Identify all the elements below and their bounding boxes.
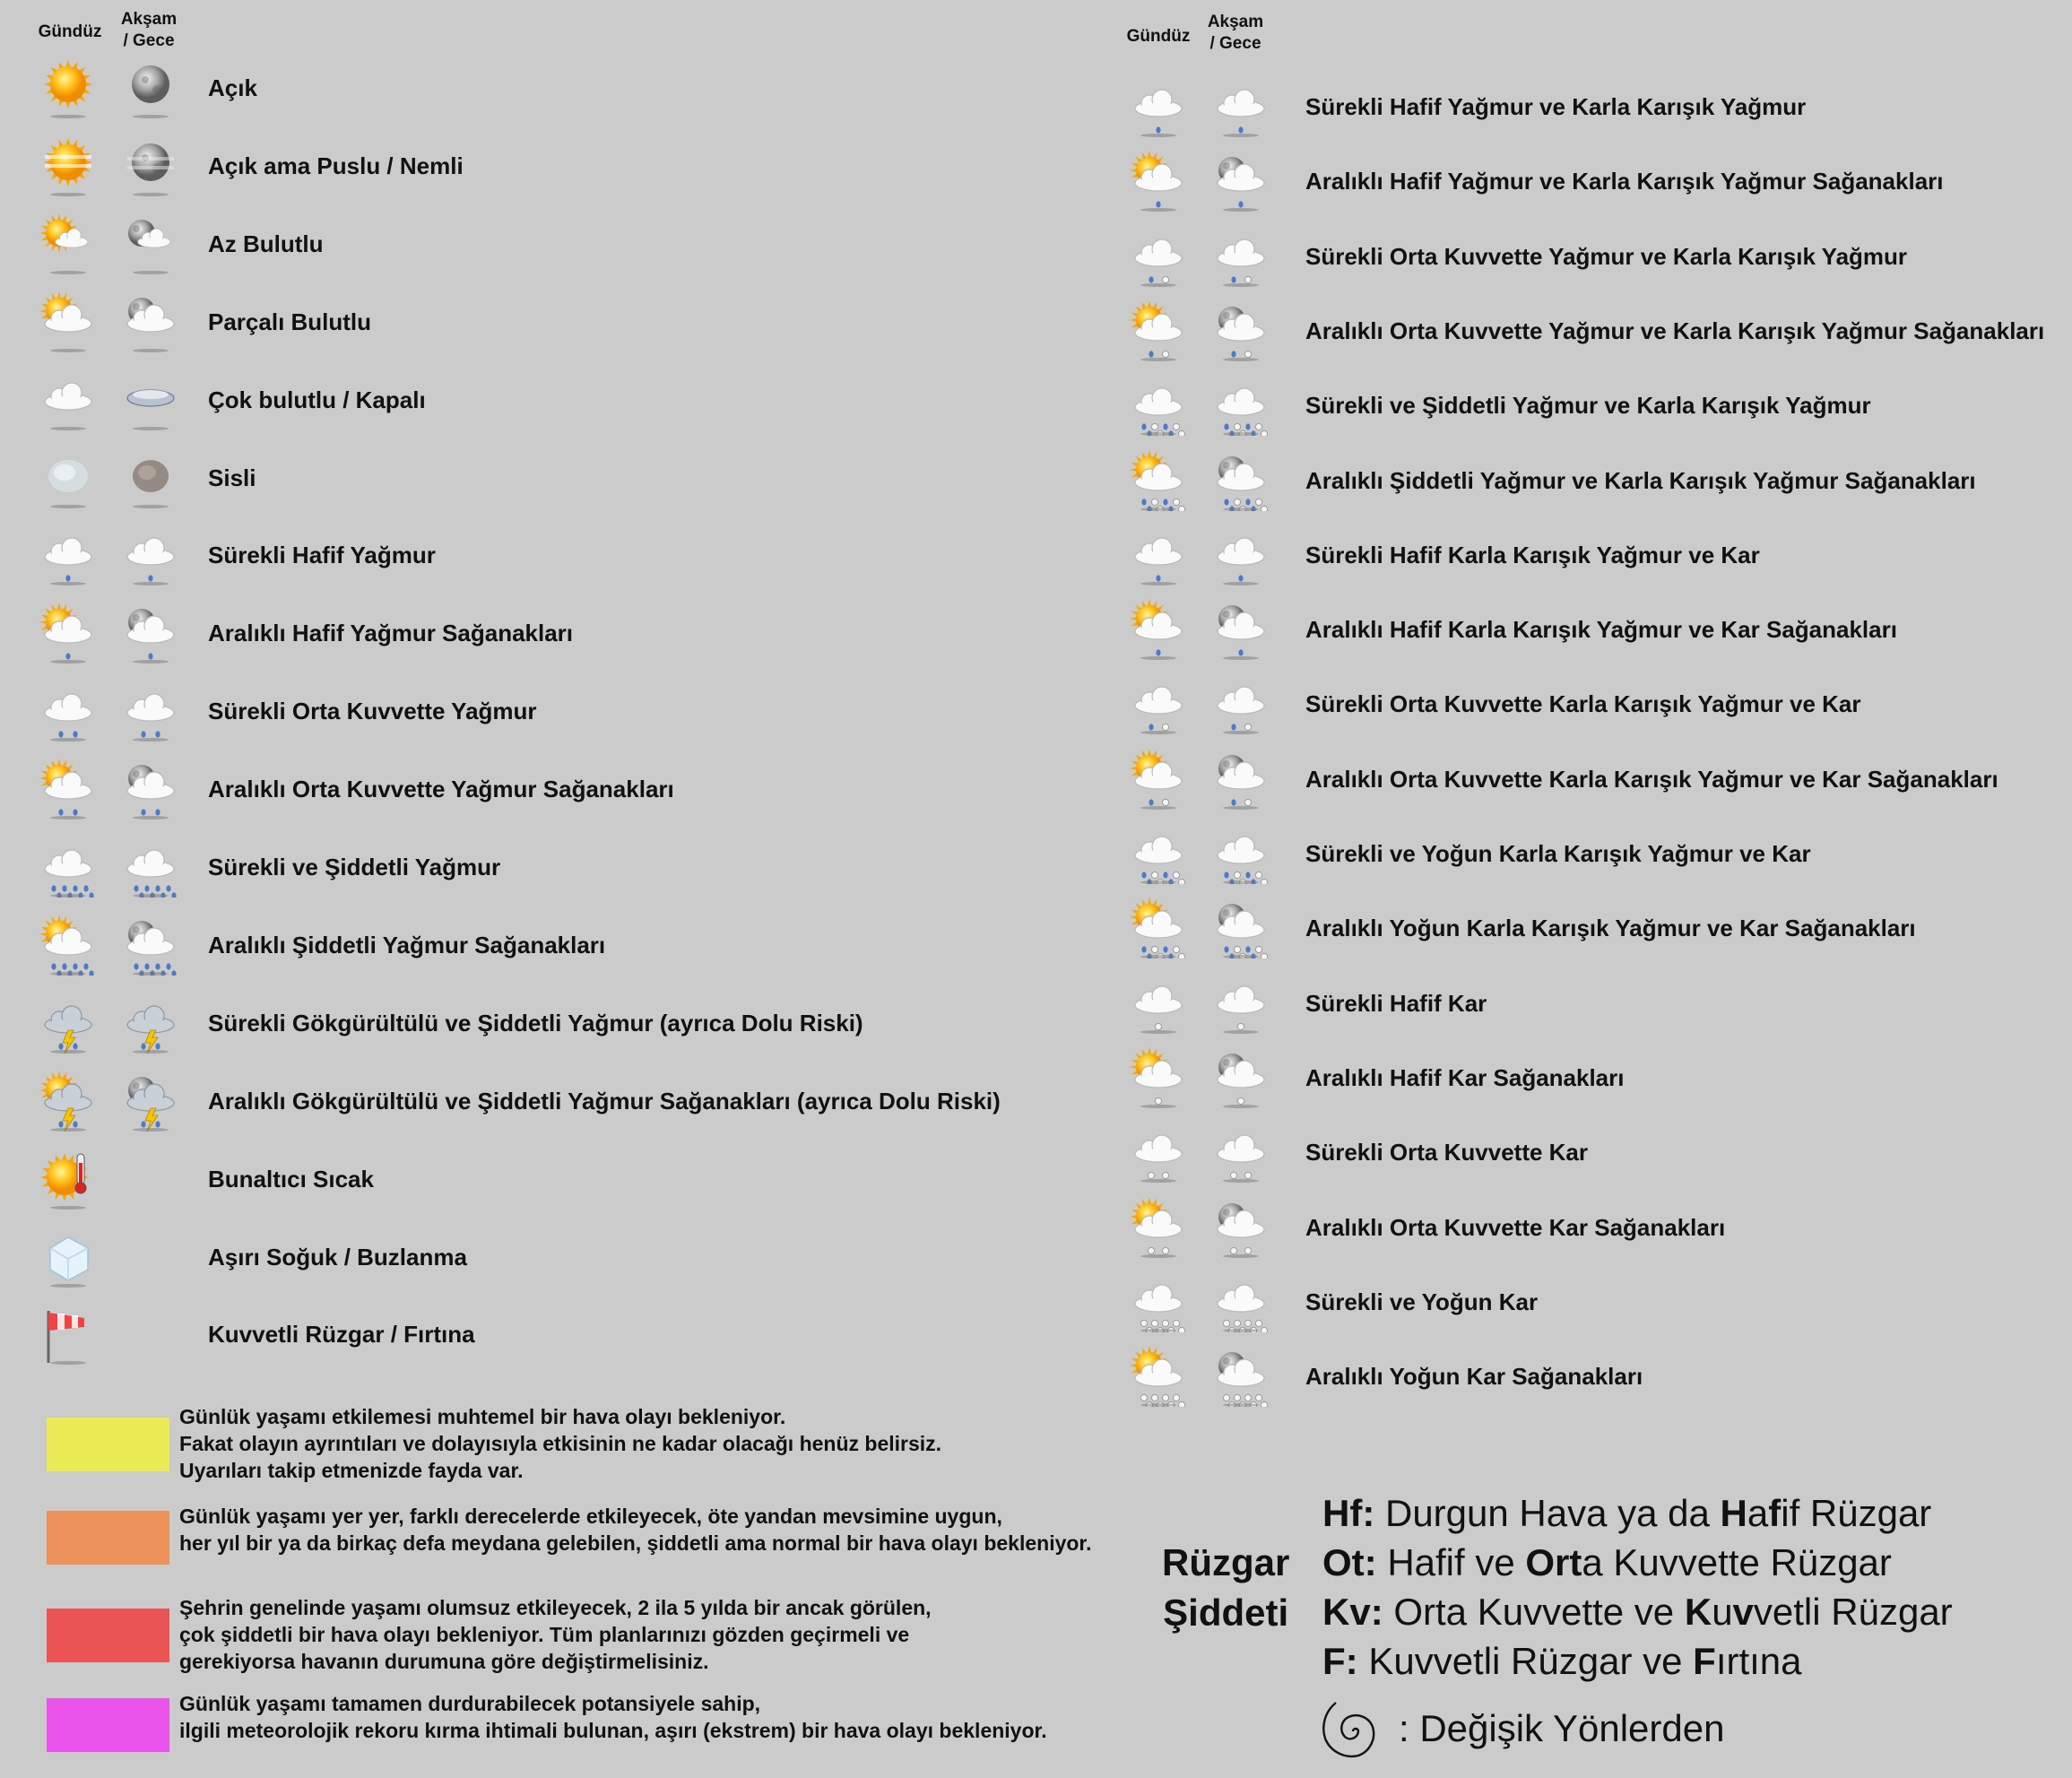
wind-code: Ot: bbox=[1322, 1541, 1377, 1583]
wind-text-part: Ort bbox=[1525, 1541, 1582, 1583]
wind-text-part: a Kuvvette Rüzgar bbox=[1582, 1541, 1892, 1583]
legend-label: Aşırı Soğuk / Buzlanma bbox=[208, 1243, 467, 1271]
legend-label: Aralıklı Orta Kuvvette Yağmur Sağanakları bbox=[208, 776, 674, 803]
severity-line: gerekiyorsa havanın durumuna göre değiştirmelisiniz. bbox=[179, 1650, 709, 1673]
severity-description bbox=[179, 1594, 932, 1675]
legend-label: Kuvvetli Rüzgar / Fırtına bbox=[208, 1321, 475, 1349]
legend-label: Bunaltıcı Sıcak bbox=[208, 1165, 374, 1193]
legend-label: Açık ama Puslu / Nemli bbox=[208, 152, 464, 179]
severity-color-swatch bbox=[47, 1511, 169, 1565]
severity-description bbox=[179, 1503, 1092, 1557]
fog-icon bbox=[38, 447, 99, 508]
wind-text-part: K bbox=[1684, 1591, 1712, 1633]
wind-code: Hf: bbox=[1322, 1492, 1375, 1534]
legend-label: Sürekli Gökgürültülü ve Şiddetli Yağmur (ayrıca Dolu Riski) bbox=[208, 1009, 863, 1036]
wind-text-part: H bbox=[1720, 1492, 1747, 1534]
heavy-sleet-snow-icon bbox=[1210, 823, 1271, 884]
moderate-rain-icon bbox=[120, 681, 181, 742]
moon-moderate-sleet-icon bbox=[1210, 300, 1271, 361]
moon-heavy-sleet-snow-icon bbox=[1210, 898, 1271, 958]
light-sleet-icon bbox=[1210, 76, 1271, 137]
wind-text-part: Durgun Hava ya da bbox=[1374, 1492, 1721, 1534]
moon-light-sleet-icon bbox=[1210, 151, 1271, 212]
wind-code: F: bbox=[1322, 1640, 1358, 1682]
night-header-line2: / Gece bbox=[1209, 34, 1261, 53]
heavy-sleet-snow-icon bbox=[1128, 823, 1189, 884]
moon-light-rain-icon bbox=[120, 603, 181, 663]
ice-cube-icon bbox=[38, 1227, 99, 1288]
light-rain-icon bbox=[38, 525, 99, 585]
legend-label: Sürekli Hafif Karla Karışık Yağmur ve Kar bbox=[1305, 541, 1760, 568]
light-rain-icon bbox=[120, 525, 181, 585]
sun-moderate-sleet-snow-icon bbox=[1128, 749, 1189, 810]
wind-text-part: f bbox=[1768, 1492, 1782, 1534]
severity-color-swatch bbox=[47, 1418, 169, 1471]
wind-text-part: F bbox=[1693, 1640, 1716, 1682]
sun-thunderstorm-icon bbox=[38, 1071, 99, 1132]
legend-label: Aralıklı Hafif Kar Sağanakları bbox=[1305, 1063, 1625, 1091]
legend-label: Sürekli Hafif Yağmur bbox=[208, 542, 436, 569]
legend-label: Az Bulutlu bbox=[208, 230, 324, 257]
legend-label: Sisli bbox=[208, 464, 256, 491]
hazy-moon-icon bbox=[120, 135, 181, 196]
sun-heavy-sleet-snow-icon bbox=[1128, 898, 1189, 958]
severity-color-swatch bbox=[47, 1609, 169, 1662]
legend-label: Sürekli Hafif Yağmur ve Karla Karışık Yağmur bbox=[1305, 93, 1807, 120]
moon-light-sleet-snow-icon bbox=[1210, 599, 1271, 660]
night-header-line2: / Gece bbox=[123, 31, 175, 50]
wind-text-part: v bbox=[1732, 1591, 1754, 1633]
thunderstorm-icon bbox=[38, 993, 99, 1054]
severity-line: Günlük yaşamı tamamen durdurabilecek potansiyele sahip, bbox=[179, 1692, 761, 1715]
wind-title-line2: Şiddeti bbox=[1163, 1592, 1289, 1634]
right-night-header bbox=[1200, 12, 1271, 55]
sun-moderate-rain-icon bbox=[38, 759, 99, 820]
wind-text-part: u bbox=[1712, 1591, 1733, 1633]
hot-thermometer-icon bbox=[38, 1149, 99, 1210]
thunderstorm-icon bbox=[120, 993, 181, 1054]
legend-label: Aralıklı Şiddetli Yağmur ve Karla Karışık Yağmur Sağanakları bbox=[1305, 466, 1976, 494]
light-sleet-icon bbox=[1128, 76, 1189, 137]
wind-text-part: if Rüzgar bbox=[1781, 1492, 1932, 1534]
moon-moderate-snow-icon bbox=[1210, 1197, 1271, 1258]
legend-label: Aralıklı Şiddetli Yağmur Sağanakları bbox=[208, 931, 606, 958]
moderate-snow-icon bbox=[1128, 1122, 1189, 1183]
severity-line: çok şiddetli bir hava olayı bekleniyor. Tüm planlarınızı gözden geçirmeli ve bbox=[179, 1623, 910, 1646]
moon-small-cloud-icon bbox=[120, 213, 181, 274]
legend-label: Sürekli ve Şiddetli Yağmur bbox=[208, 854, 501, 880]
legend-label: Sürekli ve Şiddetli Yağmur ve Karla Karışık Yağmur bbox=[1305, 392, 1871, 420]
moon-heavy-snow-icon bbox=[1210, 1346, 1271, 1407]
legend-label: Sürekli ve Yoğun Karla Karışık Yağmur ve Kar bbox=[1305, 840, 1811, 867]
right-day-header: Gündüz bbox=[1126, 27, 1191, 46]
legend-label: Parçalı Bulutlu bbox=[208, 308, 372, 335]
sun-light-snow-icon bbox=[1128, 1047, 1189, 1108]
severity-line: Günlük yaşamı yer yer, farklı derecelerde etkileyecek, öte yandan mevsimine uygun, bbox=[179, 1505, 1002, 1528]
legend-label: Aralıklı Orta Kuvvette Yağmur ve Karla Karışık Yağmur Sağanakları bbox=[1305, 317, 2045, 344]
severity-description bbox=[179, 1690, 1047, 1744]
night-header-line1: Akşam bbox=[1207, 13, 1264, 31]
sun-moderate-snow-icon bbox=[1128, 1197, 1189, 1258]
severity-line: Günlük yaşamı etkilemesi muhtemel bir hava olayı bekleniyor. bbox=[179, 1405, 786, 1428]
wind-row bbox=[1322, 1538, 1892, 1587]
sun-light-rain-icon bbox=[38, 603, 99, 663]
moderate-rain-icon bbox=[38, 681, 99, 742]
left-night-header bbox=[113, 9, 185, 52]
wind-severity-title bbox=[1162, 1538, 1289, 1638]
wind-text-part: ırtına bbox=[1715, 1640, 1802, 1682]
moon-cloud-icon bbox=[120, 291, 181, 352]
moon-moderate-sleet-snow-icon bbox=[1210, 749, 1271, 810]
legend-label: Sürekli Orta Kuvvette Yağmur bbox=[208, 698, 537, 725]
severity-color-swatch bbox=[47, 1698, 169, 1752]
moon-light-snow-icon bbox=[1210, 1047, 1271, 1108]
moderate-sleet-icon bbox=[1128, 226, 1189, 287]
wind-text-part: Hafif ve bbox=[1376, 1541, 1526, 1583]
sun-heavy-snow-icon bbox=[1128, 1346, 1189, 1407]
sun-icon bbox=[38, 57, 99, 118]
severity-line: Uyarıları takip etmenizde fayda var. bbox=[179, 1459, 524, 1482]
legend-label: Sürekli Orta Kuvvette Yağmur ve Karla Karışık Yağmur bbox=[1305, 242, 1908, 270]
moderate-sleet-snow-icon bbox=[1210, 673, 1271, 734]
moon-heavy-rain-icon bbox=[120, 915, 181, 976]
light-sleet-snow-icon bbox=[1128, 525, 1189, 585]
wind-row bbox=[1322, 1587, 1953, 1636]
left-day-header: Gündüz bbox=[38, 22, 102, 41]
legend-label: Aralıklı Yoğun Karla Karışık Yağmur ve Kar Sağanakları bbox=[1305, 915, 1916, 942]
sun-heavy-sleet-icon bbox=[1128, 450, 1189, 511]
moon-icon bbox=[120, 57, 181, 118]
heavy-rain-icon bbox=[120, 837, 181, 898]
wind-text-part: vetli Rüzgar bbox=[1753, 1591, 1953, 1633]
sun-light-sleet-icon bbox=[1128, 151, 1189, 212]
windsock-icon bbox=[38, 1304, 99, 1365]
sun-small-cloud-icon bbox=[38, 213, 99, 274]
heavy-sleet-icon bbox=[1210, 375, 1271, 436]
legend-label: Aralıklı Yoğun Kar Sağanakları bbox=[1305, 1363, 1643, 1391]
spiral-icon bbox=[1316, 1695, 1390, 1768]
moderate-snow-icon bbox=[1210, 1122, 1271, 1183]
sun-light-sleet-snow-icon bbox=[1128, 599, 1189, 660]
legend-label: Aralıklı Hafif Yağmur ve Karla Karışık Yağmur Sağanakları bbox=[1305, 168, 1944, 195]
hazy-sun-icon bbox=[38, 135, 99, 196]
night-fog-icon bbox=[120, 447, 181, 508]
moon-heavy-sleet-icon bbox=[1210, 450, 1271, 511]
moderate-sleet-snow-icon bbox=[1128, 673, 1189, 734]
legend-label: Sürekli Orta Kuvvette Kar bbox=[1305, 1139, 1589, 1167]
wind-row bbox=[1322, 1488, 1931, 1538]
severity-line: ilgili meteorolojik rekoru kırma ihtimali bulunan, aşırı (ekstrem) bir hava olayı bekleniyor. bbox=[179, 1719, 1047, 1742]
legend-label: Çok bulutlu / Kapalı bbox=[208, 386, 426, 413]
wind-text-part: Orta Kuvvette ve bbox=[1383, 1591, 1685, 1633]
sun-moderate-sleet-icon bbox=[1128, 300, 1189, 361]
legend-label: Aralıklı Hafif Yağmur Sağanakları bbox=[208, 620, 574, 647]
light-snow-icon bbox=[1128, 973, 1189, 1034]
wind-text-part: a bbox=[1747, 1492, 1769, 1534]
moderate-sleet-icon bbox=[1210, 226, 1271, 287]
severity-line: Şehrin genelinde yaşamı olumsuz etkileyecek, 2 ila 5 yılda bir ancak görülen, bbox=[179, 1596, 932, 1619]
legend-label: Aralıklı Orta Kuvvette Karla Karışık Yağmur ve Kar Sağanakları bbox=[1305, 765, 1998, 793]
variable-direction-text: : Değişik Yönlerden bbox=[1399, 1707, 1725, 1749]
heavy-rain-icon bbox=[38, 837, 99, 898]
dark-cloud-icon bbox=[120, 369, 181, 430]
moon-moderate-rain-icon bbox=[120, 759, 181, 820]
legend-label: Açık bbox=[208, 74, 257, 101]
severity-line: her yıl bir ya da birkaç defa meydana gelebilen, şiddetli ama normal bir hava olayı bekleniyor. bbox=[179, 1531, 1092, 1555]
cloud-icon bbox=[38, 369, 99, 430]
heavy-sleet-icon bbox=[1128, 375, 1189, 436]
wind-title-line1: Rüzgar bbox=[1162, 1541, 1290, 1583]
legend-label: Aralıklı Gökgürültülü ve Şiddetli Yağmur Sağanakları (ayrıca Dolu Riski) bbox=[208, 1087, 1001, 1115]
legend-label: Sürekli Hafif Kar bbox=[1305, 989, 1487, 1017]
heavy-snow-icon bbox=[1210, 1271, 1271, 1332]
night-header-line1: Akşam bbox=[120, 10, 178, 29]
sun-heavy-rain-icon bbox=[38, 915, 99, 976]
moon-thunderstorm-icon bbox=[120, 1071, 181, 1132]
sun-cloud-icon bbox=[38, 291, 99, 352]
legend-label: Aralıklı Hafif Karla Karışık Yağmur ve Kar Sağanakları bbox=[1305, 616, 1897, 644]
wind-row bbox=[1322, 1636, 1802, 1686]
light-snow-icon bbox=[1210, 973, 1271, 1034]
wind-code: Kv: bbox=[1322, 1591, 1383, 1633]
severity-line: Fakat olayın ayrıntıları ve dolayısıyla etkisinin ne kadar olacağı henüz belirsiz. bbox=[179, 1432, 942, 1455]
heavy-snow-icon bbox=[1128, 1271, 1189, 1332]
legend-label: Sürekli ve Yoğun Kar bbox=[1305, 1288, 1539, 1315]
legend-label: Aralıklı Orta Kuvvette Kar Sağanakları bbox=[1305, 1213, 1726, 1241]
light-sleet-snow-icon bbox=[1210, 525, 1271, 585]
wind-text-part: Kuvvetli Rüzgar ve bbox=[1357, 1640, 1694, 1682]
legend-label: Sürekli Orta Kuvvette Karla Karışık Yağmur ve Kar bbox=[1305, 690, 1861, 718]
severity-description bbox=[179, 1403, 941, 1484]
